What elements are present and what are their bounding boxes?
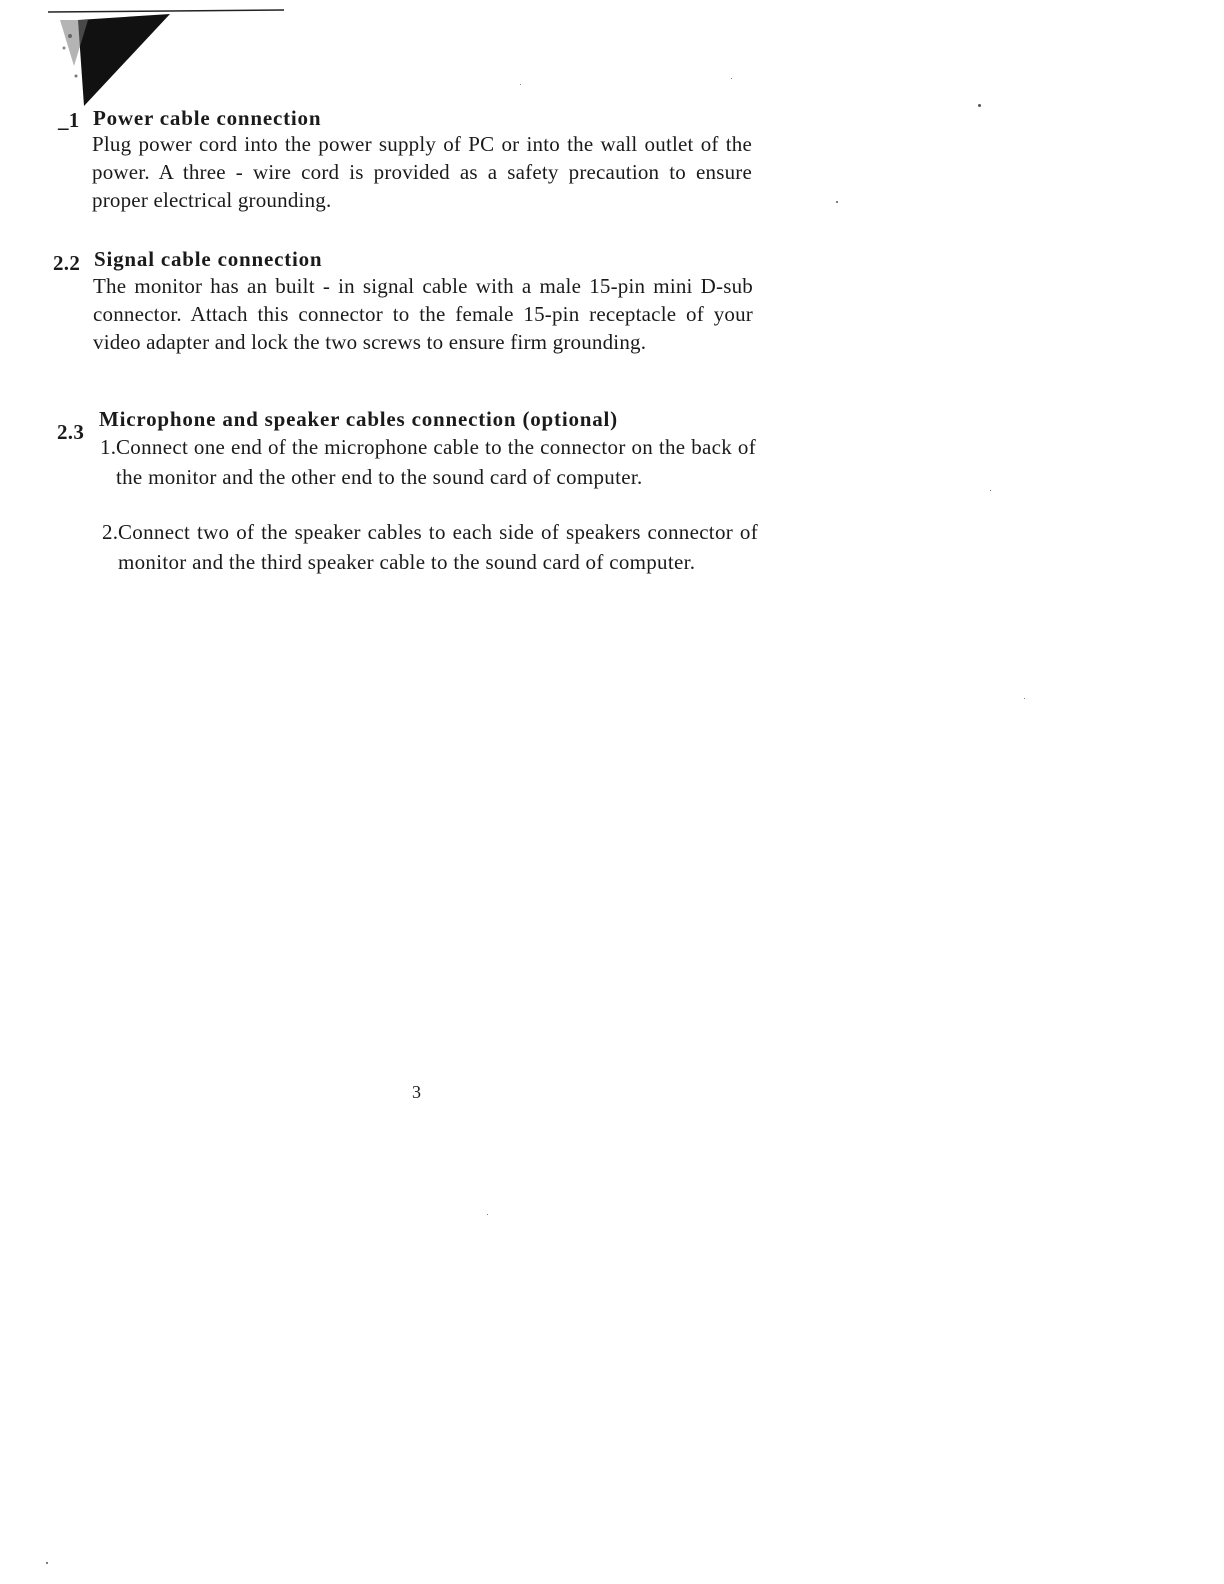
scan-speck (978, 104, 981, 107)
list-item-text: Connect two of the speaker cables to each side of speakers connector of monitor and the third speaker cable to the sound card of computer. (118, 520, 758, 574)
section-title: Microphone and speaker cables connection (optional) (99, 407, 618, 431)
scan-speck (487, 1214, 488, 1215)
page-number: 3 (412, 1082, 421, 1102)
section-title: Power cable connection (93, 106, 322, 130)
list-item (102, 517, 758, 577)
scan-speck (46, 1562, 48, 1564)
section-body: The monitor has an built - in signal cable with a male 15-pin mini D-sub connector. Attach this connector to the female 15-pin receptacle of your video adapter and lock the two screws to ensure firm grounding. (93, 274, 753, 354)
section-body: Plug power cord into the power supply of PC or into the wall outlet of the power. A three - wire cord is provided as a safety precaution to ensure proper electrical grounding. (92, 132, 752, 212)
corner-scan-mark (48, 6, 288, 116)
list-item (100, 432, 756, 492)
scan-speck (520, 84, 521, 85)
scan-speck (731, 78, 732, 79)
scan-speck (1024, 698, 1025, 699)
section-number: 2.2 (53, 251, 81, 275)
list-item-number: 1. (100, 435, 117, 459)
section-number: 2.3 (57, 420, 85, 444)
list-item-text: Connect one end of the microphone cable to the connector on the back of the monitor and the other end to the sound card of computer. (116, 435, 756, 489)
scan-speck (990, 490, 991, 491)
list-item-number: 2. (102, 520, 119, 544)
section-number: _1 (58, 108, 80, 132)
scan-speck (836, 201, 838, 203)
section-title: Signal cable connection (94, 247, 323, 271)
